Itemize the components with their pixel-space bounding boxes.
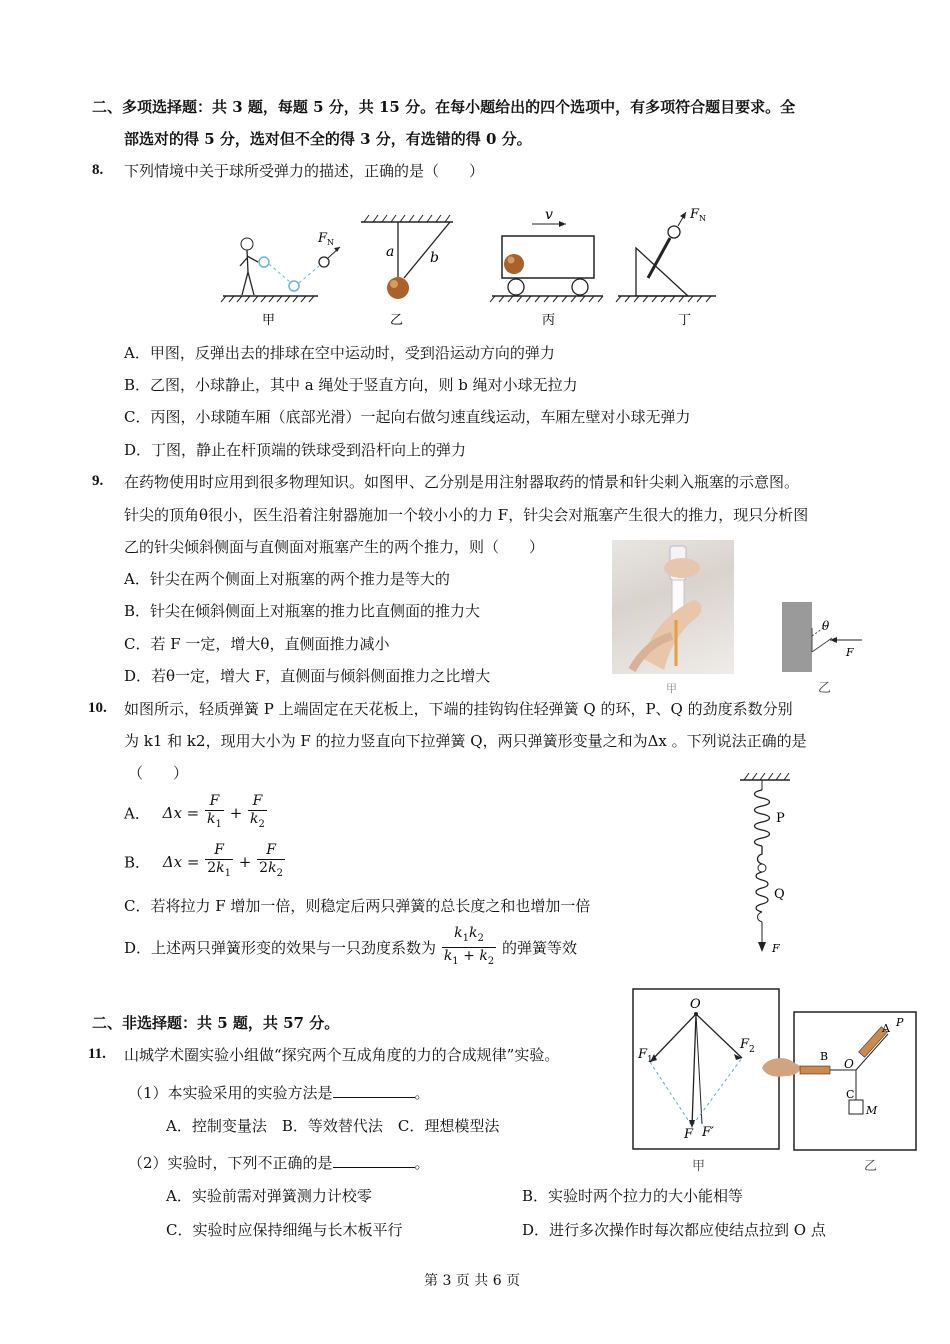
q10-option-b: B． Δx = $\frac{F}{2k_1}$ + $\frac{F}{2k_2}$ xyxy=(124,842,283,879)
svg-text:N: N xyxy=(327,238,334,247)
q10-stem-2: 为 k1 和 k2，现用大小为 F 的拉力竖直向下拉弹簧 Q，两只弹簧形变量之和为Δx 。下列说法正确的是 xyxy=(124,732,807,750)
section-multi-line2: 部选对的得 5 分，选对但不全的得 3 分，有选错的得 0 分。 xyxy=(124,130,532,148)
svg-text:a: a xyxy=(386,244,395,260)
figure-ding xyxy=(616,207,716,302)
q11-stem: 山城学术圈实验小组做“探究两个互成角度的力的合成规律”实验。 xyxy=(124,1046,560,1064)
svg-text:N: N xyxy=(699,214,706,223)
figure-yi xyxy=(361,215,453,299)
q11-part-2: （2）实验时，下列不正确的是 。 xyxy=(128,1151,430,1174)
svg-text:F′: F′ xyxy=(702,1125,714,1140)
svg-text:乙: 乙 xyxy=(818,681,832,696)
question-number-11: 11. xyxy=(88,1046,106,1062)
svg-text:1: 1 xyxy=(647,1055,653,1065)
svg-text:F: F xyxy=(638,1047,648,1062)
q9-option-c: C．若 F 一定，增大θ，直侧面推力减小 xyxy=(124,635,390,653)
svg-text:B: B xyxy=(820,1050,829,1063)
svg-text:F: F xyxy=(772,942,780,955)
q9-stem-3: 乙的针尖倾斜侧面与直侧面对瓶塞产生的两个推力，则（ ） xyxy=(124,538,545,556)
svg-text:F: F xyxy=(684,1127,694,1142)
svg-text:θ: θ xyxy=(822,619,830,633)
q10-stem-1: 如图所示，轻质弹簧 P 上端固定在天花板上，下端的挂钩钩住轻弹簧 Q 的环，P、Q 的劲度系数分别 xyxy=(124,700,793,718)
svg-text:O: O xyxy=(690,997,701,1012)
question-number-8: 8. xyxy=(92,162,104,178)
svg-text:O: O xyxy=(844,1057,854,1071)
q11-part-2-option-a: A．实验前需对弹簧测力计校零 xyxy=(166,1187,372,1205)
q8-figures xyxy=(218,200,718,330)
q11-figure-yi xyxy=(760,1010,920,1176)
q11-part-1-options: A．控制变量法 B．等效替代法 C．理想模型法 xyxy=(166,1117,500,1135)
figure-label-yi: 乙 xyxy=(390,313,404,328)
svg-text:F: F xyxy=(690,207,700,222)
question-number-9: 9. xyxy=(92,473,104,489)
q11-part-2-option-d: D．进行多次操作时每次都应使结点拉到 O 点 xyxy=(522,1221,826,1239)
question-number-10: 10. xyxy=(88,700,107,716)
q10-spring-diagram xyxy=(730,770,810,955)
q9-syringe-photo xyxy=(612,540,734,674)
q9-needle-diagram xyxy=(780,600,870,700)
figure-bing xyxy=(490,207,603,302)
section-nonchoice-title: 二、非选择题：共 5 题，共 57 分。 xyxy=(92,1014,340,1032)
svg-text:A: A xyxy=(882,1022,890,1035)
q8-option-c: C．丙图，小球随车厢（底部光滑）一起向右做匀速直线运动，车厢左壁对小球无弹力 xyxy=(124,408,691,426)
svg-text:乙: 乙 xyxy=(864,1159,878,1174)
q10-option-a: A． Δx = $\frac{F}{k_1}$ + $\frac{F}{k_2}$ xyxy=(124,793,265,830)
q9-option-b: B．针尖在倾斜侧面上对瓶塞的推力比直侧面的推力大 xyxy=(124,602,481,620)
q10-option-c: C．若将拉力 F 增加一倍，则稳定后两只弹簧的总长度之和也增加一倍 xyxy=(124,897,591,915)
q8-stem: 下列情境中关于球所受弹力的描述，正确的是（ ） xyxy=(124,162,485,180)
svg-text:F: F xyxy=(318,231,328,246)
q10-option-d: D．上述两只弹簧形变的效果与一只劲度系数为 $\frac{k_1k_2}{k_1 + k_2}$ 的弹簧等效 xyxy=(124,925,577,967)
q9-stem-2: 针尖的顶角θ很小，医生沿着注射器施加一个较小小的力 F，针尖会对瓶塞产生很大的推力，现只分析图 xyxy=(124,506,809,524)
figure-jia xyxy=(221,231,340,302)
page-footer: 第 3 页 共 6 页 xyxy=(424,1273,521,1289)
figure-label-bing: 丙 xyxy=(542,313,556,328)
q11-part-1: （1）本实验采用的实验方法是 。 xyxy=(128,1081,430,1104)
svg-text:甲: 甲 xyxy=(692,1159,706,1174)
q9-figure-label-jia: 甲 xyxy=(666,682,677,695)
svg-text:b: b xyxy=(430,250,439,266)
q11-part-2-option-c: C．实验时应保持细绳与长木板平行 xyxy=(166,1221,403,1239)
q8-option-b: B．乙图，小球静止，其中 a 绳处于竖直方向，则 b 绳对小球无拉力 xyxy=(124,376,578,394)
svg-text:2: 2 xyxy=(749,1045,755,1055)
svg-text:F: F xyxy=(846,646,854,659)
q10-stem-3: （ ） xyxy=(128,764,189,782)
q9-option-d: D．若θ一定，增大 F，直侧面与倾斜侧面推力之比增大 xyxy=(124,667,491,685)
figure-label-ding: 丁 xyxy=(678,313,692,328)
svg-text:M: M xyxy=(866,1104,878,1117)
svg-text:P: P xyxy=(896,1016,904,1029)
q9-stem-1: 在药物使用时应用到很多物理知识。如图甲、乙分别是用注射器取药的情景和针尖刺入瓶塞的示意图。 xyxy=(124,473,800,491)
q8-option-d: D．丁图，静止在杆顶端的铁球受到沿杆向上的弹力 xyxy=(124,441,467,459)
section-multi-line1: 二、多项选择题：共 3 题，每题 5 分，共 15 分。在每小题给出的四个选项中，有多项符合题目要求。全 xyxy=(92,98,796,116)
svg-text:Q: Q xyxy=(774,887,785,902)
q8-option-a: A．甲图，反弹出去的排球在空中运动时，受到沿运动方向的弹力 xyxy=(124,344,555,362)
svg-text:v: v xyxy=(545,207,553,223)
q11-blank-2[interactable] xyxy=(333,1151,415,1168)
figure-label-jia: 甲 xyxy=(262,313,276,328)
svg-text:P: P xyxy=(776,811,785,826)
q11-blank-1[interactable] xyxy=(333,1081,415,1098)
q11-part-2-option-b: B．实验时两个拉力的大小能相等 xyxy=(522,1187,744,1205)
svg-text:C: C xyxy=(846,1088,855,1101)
svg-text:F: F xyxy=(740,1037,750,1052)
q9-option-a: A．针尖在两个侧面上对瓶塞的两个推力是等大的 xyxy=(124,570,450,588)
